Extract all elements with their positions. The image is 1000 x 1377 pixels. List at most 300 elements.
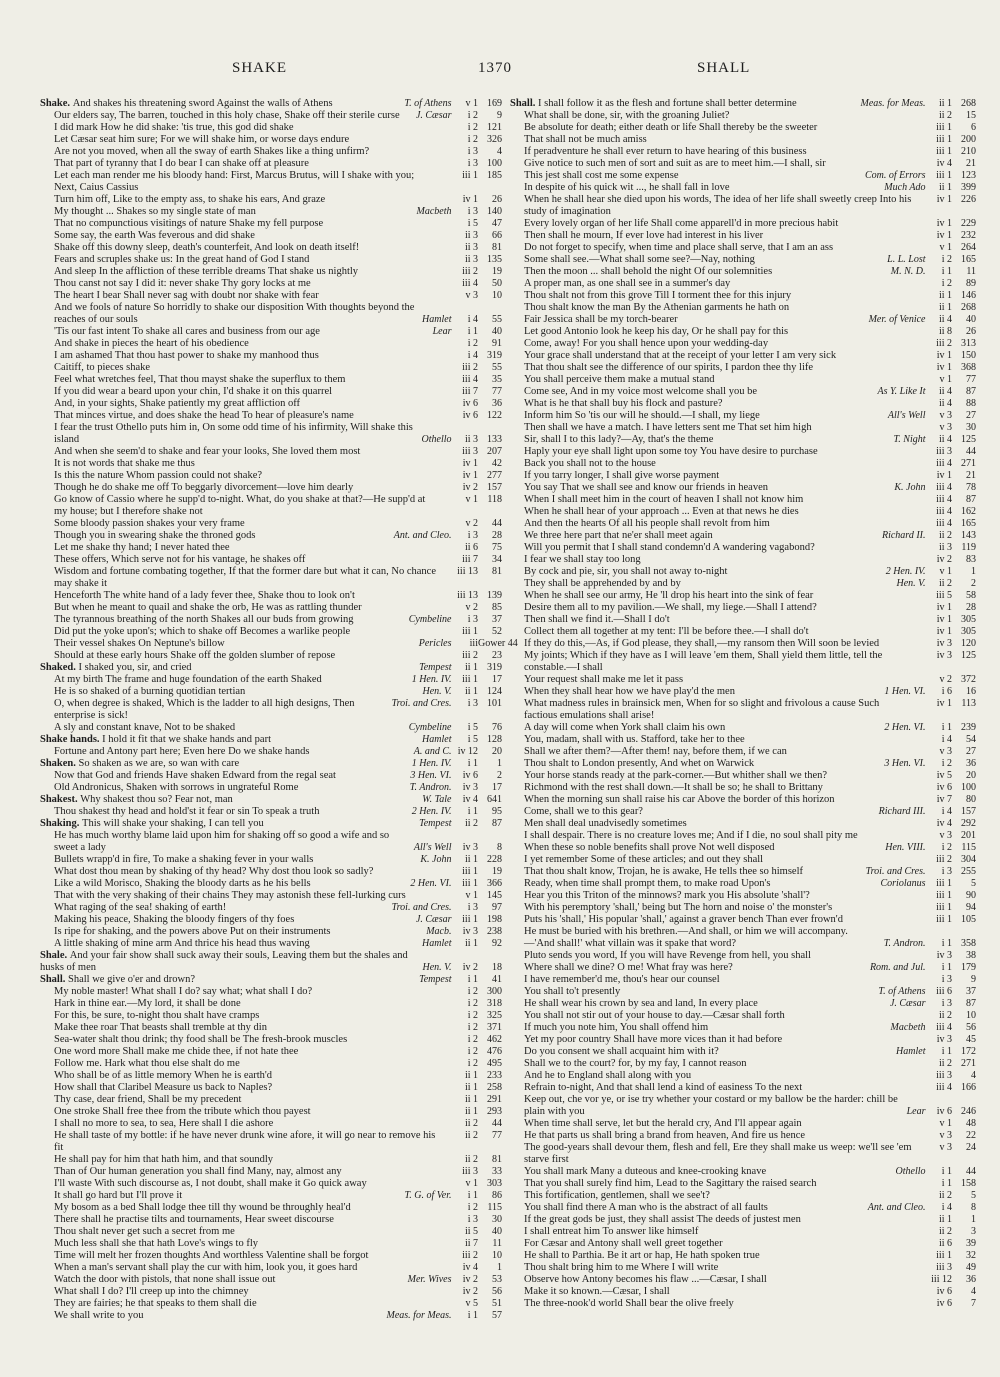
- left-column: [40, 98, 518, 1322]
- line-number: 19: [492, 866, 502, 877]
- line-number: 37: [492, 614, 502, 625]
- concordance-entry: [510, 722, 976, 734]
- act-scene: iii 1: [936, 878, 952, 889]
- citation-reference: [928, 1238, 976, 1250]
- line-number: 146: [961, 290, 976, 301]
- concordance-entry: [40, 398, 502, 410]
- quotation-text: [524, 950, 912, 962]
- quotation-text: [524, 890, 912, 902]
- concordance-entry: [40, 530, 502, 542]
- page-number: 1370: [478, 60, 512, 76]
- act-scene: v 1: [465, 1178, 478, 1189]
- citation-reference: [454, 338, 502, 350]
- citation-reference: [884, 182, 976, 194]
- quotation-text: [524, 614, 912, 626]
- concordance-entry: [40, 362, 502, 374]
- quote: I shall follow it as the flesh and fortune shall better determine: [538, 98, 797, 109]
- citation-reference: [454, 1178, 502, 1190]
- line-number: 40: [966, 314, 976, 325]
- quotation-text: [54, 1106, 438, 1118]
- quotation-text: [524, 1010, 912, 1022]
- play-title: Troi. and Cres.: [865, 866, 928, 877]
- quotation-text: [524, 422, 912, 434]
- citation-reference: [420, 854, 502, 866]
- citation-reference: [387, 1310, 503, 1322]
- line-number: 16: [966, 686, 976, 697]
- quotation-text: [524, 914, 912, 926]
- concordance-entry: [40, 878, 502, 890]
- act-scene: iii 4: [936, 1082, 952, 1093]
- concordance-entry: [40, 146, 502, 158]
- citation-reference: [870, 962, 976, 974]
- line-number: 50: [492, 278, 502, 289]
- concordance-entry: [40, 782, 502, 794]
- concordance-entry: [40, 1214, 502, 1226]
- concordance-entry: [510, 674, 976, 686]
- citation-reference: [410, 770, 502, 782]
- quotation-text: [524, 314, 863, 326]
- citation-reference: [928, 770, 976, 782]
- citation-reference: [928, 218, 976, 230]
- citation-reference: [928, 1010, 976, 1022]
- concordance-entry: [40, 1154, 502, 1166]
- concordance-entry: [40, 638, 518, 650]
- line-number: 27: [966, 746, 976, 757]
- quote: If peradventure he shall ever return to have hearing of this business: [524, 146, 807, 157]
- act-scene: iv 1: [936, 602, 952, 613]
- citation-reference: [454, 650, 502, 662]
- concordance-entry: [40, 926, 502, 938]
- act-scene: iv 6: [936, 782, 952, 793]
- play-title: As Y. Like It: [877, 386, 928, 397]
- citation-reference: [410, 878, 502, 890]
- quote: Keep out, che vor ye, or ise try whether your costard or my ballow be the harder: chill be plain with you: [524, 1094, 898, 1117]
- quotation-text: [524, 518, 912, 530]
- act-scene: iv 7: [936, 794, 952, 805]
- act-scene: iv 3: [936, 638, 952, 649]
- quotation-text: [54, 326, 427, 338]
- line-number: 6: [971, 122, 976, 133]
- citation-reference: [404, 98, 502, 110]
- quote: Inform him So 'tis our will he should.—I shall, my liege: [524, 410, 760, 421]
- quote: That part of tyranny that I do bear I can shake off at pleasure: [54, 158, 309, 169]
- act-scene: iv 2: [462, 482, 478, 493]
- concordance-entry: [510, 326, 976, 338]
- citation-reference: [454, 158, 502, 170]
- act-scene: iv 3: [462, 782, 478, 793]
- quotation-text: [524, 110, 912, 122]
- act-scene: iii 2: [936, 854, 952, 865]
- concordance-entry: [510, 866, 976, 878]
- concordance-entry: [510, 170, 976, 182]
- quote: These offers, Which serve not for his vantage, he shakes off: [54, 554, 306, 565]
- quote: They shall be apprehended by and by: [524, 578, 681, 589]
- line-number: 228: [487, 854, 502, 865]
- quote: Let good Antonio look he keep his day, Or he shall pay for this: [524, 326, 789, 337]
- line-number: 9: [497, 110, 502, 121]
- citation-reference: [404, 1190, 502, 1202]
- quote: Thou shalt bring him to me Where I will write: [524, 1262, 719, 1273]
- citation-reference: [878, 386, 976, 398]
- quotation-text: [524, 854, 912, 866]
- citation-reference: [454, 554, 502, 566]
- quotation-text: [54, 590, 438, 602]
- act-scene: iv 4: [462, 794, 478, 805]
- act-scene: iii 3: [936, 1070, 952, 1081]
- quote: A sly and constant knave, Not to be shaked: [54, 722, 236, 733]
- act-scene: i 4: [941, 806, 952, 817]
- act-scene: i 3: [467, 158, 478, 169]
- concordance-entry: [40, 110, 502, 122]
- act-scene: iii 7: [462, 554, 478, 565]
- quotation-text: [54, 998, 438, 1010]
- act-scene: iii 4: [936, 482, 952, 493]
- line-number: 232: [961, 230, 976, 241]
- act-scene: ii 1: [464, 1070, 478, 1081]
- act-scene: iii 5: [936, 590, 952, 601]
- line-number: 8: [971, 1202, 976, 1213]
- quote: A proper man, as one shall see in a summer's day: [524, 278, 731, 289]
- citation-reference: [928, 278, 976, 290]
- citation-reference: [888, 410, 976, 422]
- quotation-text: [54, 1010, 438, 1022]
- quotation-text: [524, 1166, 889, 1178]
- quote: Ready, when time shall prompt them, to make road Upon's: [524, 878, 771, 889]
- quote: Be absolute for death; either death or life Shall thereby be the sweeter: [524, 122, 818, 133]
- concordance-entry: [40, 122, 502, 134]
- act-scene: v 2: [939, 674, 952, 685]
- concordance-entry: [510, 1082, 976, 1094]
- play-title: Hen. V.: [422, 686, 454, 697]
- citation-reference: [454, 230, 502, 242]
- line-number: 20: [966, 770, 976, 781]
- play-title: Tempest: [419, 818, 454, 829]
- quotation-text: [54, 1034, 438, 1046]
- concordance-entry: [510, 530, 976, 542]
- act-scene: i 2: [467, 986, 478, 997]
- play-title: T. Andron.: [409, 782, 454, 793]
- citation-reference: [891, 266, 976, 278]
- act-scene: i 2: [467, 1034, 478, 1045]
- citation-reference: [928, 362, 976, 374]
- concordance-entry: [40, 698, 502, 722]
- quotation-text: [524, 722, 878, 734]
- act-scene: iv 6: [936, 1106, 952, 1117]
- line-number: 41: [492, 974, 502, 985]
- line-number: 91: [492, 338, 502, 349]
- quote: This fortification, gentlemen, shall we see't?: [524, 1190, 710, 1201]
- concordance-entry: [510, 278, 976, 290]
- concordance-entry: [40, 866, 502, 878]
- act-scene: iv 4: [936, 158, 952, 169]
- concordance-entry: [40, 1238, 502, 1250]
- act-scene: i 1: [941, 1178, 952, 1189]
- concordance-entry: [510, 686, 976, 698]
- line-number: 1: [497, 758, 502, 769]
- citation-reference: [454, 866, 502, 878]
- citation-reference: [878, 986, 976, 998]
- quote: And, in your sights, Shake patiently my great affliction off: [54, 398, 301, 409]
- citation-reference: [412, 758, 502, 770]
- concordance-entry: [510, 554, 976, 566]
- citation-reference: [928, 974, 976, 986]
- concordance-entry: [510, 482, 976, 494]
- quote: Let each man render me his bloody hand: First, Marcus Brutus, will I shake with you; Next, Caius Cassius: [54, 170, 415, 193]
- concordance-entry: [510, 890, 976, 902]
- citation-reference: [454, 386, 502, 398]
- quote: My joints; Which if they have as I will leave 'em them, Shall yield them little, tell the constable.—I shall: [524, 650, 883, 673]
- quotation-text: [54, 530, 388, 542]
- quote: I am ashamed That thou hast power to shake my manhood thus: [54, 350, 319, 361]
- concordance-entry: [40, 386, 502, 398]
- citation-reference: [928, 902, 976, 914]
- line-number: 95: [492, 806, 502, 817]
- concordance-entry: [510, 1142, 976, 1166]
- line-number: 86: [492, 1190, 502, 1201]
- quote: You shall perceive them make a mutual stand: [524, 374, 715, 385]
- act-scene: iii 3: [936, 446, 952, 457]
- act-scene: iii 1: [936, 890, 952, 901]
- line-number: 21: [966, 470, 976, 481]
- citation-reference: [419, 818, 502, 830]
- citation-reference: [928, 1214, 976, 1226]
- concordance-entry: [510, 578, 976, 590]
- quotation-text: [54, 650, 438, 662]
- concordance-entry: [40, 134, 502, 146]
- quote: Your grace shall understand that at the receipt of your letter I am very sick: [524, 350, 837, 361]
- citation-reference: [454, 1250, 502, 1262]
- citation-reference: [928, 890, 976, 902]
- quote: Where shall we dine? O me! What fray was here?: [524, 962, 733, 973]
- act-scene: i 4: [941, 734, 952, 745]
- quote: Thou shalt know the man By the Athenian garments he hath on: [524, 302, 790, 313]
- concordance-entry: [510, 1202, 976, 1214]
- quotation-text: [524, 170, 859, 182]
- quotation-text: [524, 698, 912, 722]
- act-scene: ii 2: [938, 530, 952, 541]
- line-number: 264: [961, 242, 976, 253]
- act-scene: ii 1: [938, 302, 952, 313]
- citation-reference: [928, 818, 976, 830]
- line-number: 3: [971, 1226, 976, 1237]
- quotation-text: [524, 782, 912, 794]
- concordance-entry: [510, 602, 976, 614]
- concordance-entry: [40, 854, 502, 866]
- quotation-text: [54, 1166, 438, 1178]
- citation-reference: [454, 218, 502, 230]
- concordance-entry: [510, 1046, 976, 1058]
- concordance-entry: [40, 806, 502, 818]
- quotation-text: [54, 374, 438, 386]
- quotation-text: [54, 518, 438, 530]
- line-number: 166: [961, 1082, 976, 1093]
- act-scene: i 2: [467, 110, 478, 121]
- act-scene: iv 2: [462, 1286, 478, 1297]
- citation-reference: [884, 938, 976, 950]
- concordance-entry: [40, 746, 502, 758]
- line-number: 47: [492, 218, 502, 229]
- act-scene: i 1: [467, 1310, 478, 1321]
- concordance-entry: [510, 986, 976, 998]
- citation-reference: [454, 1094, 502, 1106]
- play-title: Cymbeline: [408, 614, 454, 625]
- line-number: 2: [497, 770, 502, 781]
- line-number: 143: [961, 530, 976, 541]
- act-scene: ii 3: [464, 254, 478, 265]
- act-scene: iii 7: [462, 386, 478, 397]
- line-number: 81: [492, 1154, 502, 1165]
- quotation-text: [54, 1238, 438, 1250]
- act-scene: ii 1: [938, 98, 952, 109]
- quotation-text: [524, 998, 884, 1010]
- quotation-text: [524, 1034, 912, 1046]
- citation-reference: [897, 578, 976, 590]
- quote: Your request shall make me let it pass: [524, 674, 684, 685]
- citation-reference: [423, 686, 502, 698]
- quote: That you shall surely find him, Lead to the Sagittary the raised search: [524, 1178, 817, 1189]
- citation-reference: [928, 854, 976, 866]
- line-number: 162: [961, 506, 976, 517]
- act-scene: iv 1: [936, 470, 952, 481]
- play-title: Cymbeline: [408, 722, 454, 733]
- act-scene: ii 2: [938, 1226, 952, 1237]
- headword: Shakest.: [40, 794, 81, 805]
- line-number: 123: [961, 170, 976, 181]
- act-scene: v 2: [465, 518, 478, 529]
- line-number: 56: [966, 1022, 976, 1033]
- act-scene: iv 1: [936, 194, 952, 205]
- quotation-text: [54, 1094, 438, 1106]
- quote: I fear we shall stay too long: [524, 554, 641, 565]
- line-number: 54: [966, 734, 976, 745]
- quote: The three-nook'd world Shall bear the olive freely: [524, 1298, 734, 1309]
- quote: Hear you this Triton of the minnows? mark you His absolute 'shall'?: [524, 890, 810, 901]
- quotation-text: [524, 158, 912, 170]
- citation-reference: [454, 458, 502, 470]
- line-number: 20: [492, 746, 502, 757]
- quotation-text: [40, 98, 398, 110]
- citation-reference: [928, 494, 976, 506]
- citation-reference: [928, 614, 976, 626]
- act-scene: iv 1: [936, 218, 952, 229]
- quote: And when she seem'd to shake and fear your looks, She loved them most: [54, 446, 361, 457]
- quote: Old Andronicus, Shaken with sorrows in ungrateful Rome: [54, 782, 299, 793]
- quotation-text: [524, 302, 912, 314]
- play-title: 1 Hen. IV.: [411, 758, 454, 769]
- act-scene: v 1: [939, 566, 952, 577]
- act-scene: i 3: [467, 1214, 478, 1225]
- citation-reference: [928, 1118, 976, 1130]
- concordance-entry: [510, 542, 976, 554]
- citation-reference: [928, 638, 976, 650]
- citation-reference: [928, 470, 976, 482]
- line-number: 372: [961, 674, 976, 685]
- line-number: 210: [961, 146, 976, 157]
- play-title: T. Night: [893, 434, 928, 445]
- act-scene: i 2: [941, 278, 952, 289]
- act-scene: ii 1: [464, 938, 478, 949]
- line-number: 44: [492, 1118, 502, 1129]
- quote: When he shall hear of your approach ... Even at that news he dies: [524, 506, 799, 517]
- quote: Henceforth The white hand of a lady fever thee, Shake thou to look on't: [54, 590, 355, 601]
- line-number: 22: [966, 1130, 976, 1141]
- act-scene: ii 1: [464, 1106, 478, 1117]
- quote: I shall despair. There is no creature loves me; And if I die, no soul shall pity me: [524, 830, 858, 841]
- quotation-text: [524, 398, 912, 410]
- concordance-entry: [510, 1022, 976, 1034]
- headword: Shale.: [40, 950, 70, 961]
- act-scene: i 2: [467, 1022, 478, 1033]
- quotation-text: [54, 566, 438, 590]
- concordance-entry: [40, 158, 502, 170]
- quotation-text: [524, 1250, 912, 1262]
- line-number: 115: [961, 842, 976, 853]
- citation-reference: [454, 1058, 502, 1070]
- play-title: W. Tale: [422, 794, 454, 805]
- play-title: 2 Hen. IV.: [885, 566, 928, 577]
- citation-reference: [928, 290, 976, 302]
- quotation-text: [54, 1250, 438, 1262]
- concordance-entry: [40, 986, 502, 998]
- concordance-entry: [510, 1166, 976, 1178]
- quote: He shall taste of my bottle: if he have never drunk wine afore, it will go near to remove his fit: [54, 1130, 436, 1153]
- quote: In despite of his quick wit ..., he shall fall in love: [524, 182, 730, 193]
- quotation-text: [54, 194, 438, 206]
- citation-reference: [907, 1106, 976, 1118]
- play-title: J. Cæsar: [415, 110, 454, 121]
- line-number: 42: [492, 458, 502, 469]
- quotation-text: [54, 458, 438, 470]
- quotation-text: [524, 686, 878, 698]
- concordance-entry: [510, 1214, 976, 1226]
- act-scene: ii 2: [938, 110, 952, 121]
- quote: When they shall hear how we have play'd the men: [524, 686, 735, 697]
- act-scene: i 2: [941, 254, 952, 265]
- quotation-text: [524, 866, 860, 878]
- quote: The tyrannous breathing of the north Shakes all our buds from growing: [54, 614, 354, 625]
- concordance-entry: [40, 1298, 502, 1310]
- act-scene: i 1: [941, 722, 952, 733]
- line-number: 23: [492, 650, 502, 661]
- quotation-text: [524, 410, 882, 422]
- quote: For this, be sure, to-night thou shalt have cramps: [54, 1010, 260, 1021]
- citation-reference: [928, 794, 976, 806]
- concordance-entry: [40, 890, 502, 902]
- play-title: Meas. for Meas.: [860, 98, 928, 109]
- line-number: 258: [487, 1082, 502, 1093]
- citation-reference: [422, 794, 502, 806]
- quote: If much you note him, You shall offend him: [524, 1022, 709, 1033]
- citation-reference: [928, 518, 976, 530]
- line-number: 30: [492, 1214, 502, 1225]
- concordance-entry: [40, 830, 502, 854]
- line-number: 462: [487, 1034, 502, 1045]
- concordance-entry: [40, 1262, 502, 1274]
- concordance-entry: [40, 1178, 502, 1190]
- citation-reference: [928, 1226, 976, 1238]
- quotation-text: [524, 254, 881, 266]
- concordance-entry: [40, 410, 502, 422]
- line-number: 27: [966, 410, 976, 421]
- quote: When the morning sun shall raise his car Above the border of this horizon: [524, 794, 835, 805]
- line-number: 300: [487, 986, 502, 997]
- act-scene: iii: [469, 638, 478, 649]
- quotation-text: [54, 1274, 402, 1286]
- act-scene: v 1: [939, 374, 952, 385]
- line-number: 255: [961, 866, 976, 877]
- quote: Let me shake thy hand; I never hated thee: [54, 542, 230, 553]
- concordance-entry: [510, 830, 976, 842]
